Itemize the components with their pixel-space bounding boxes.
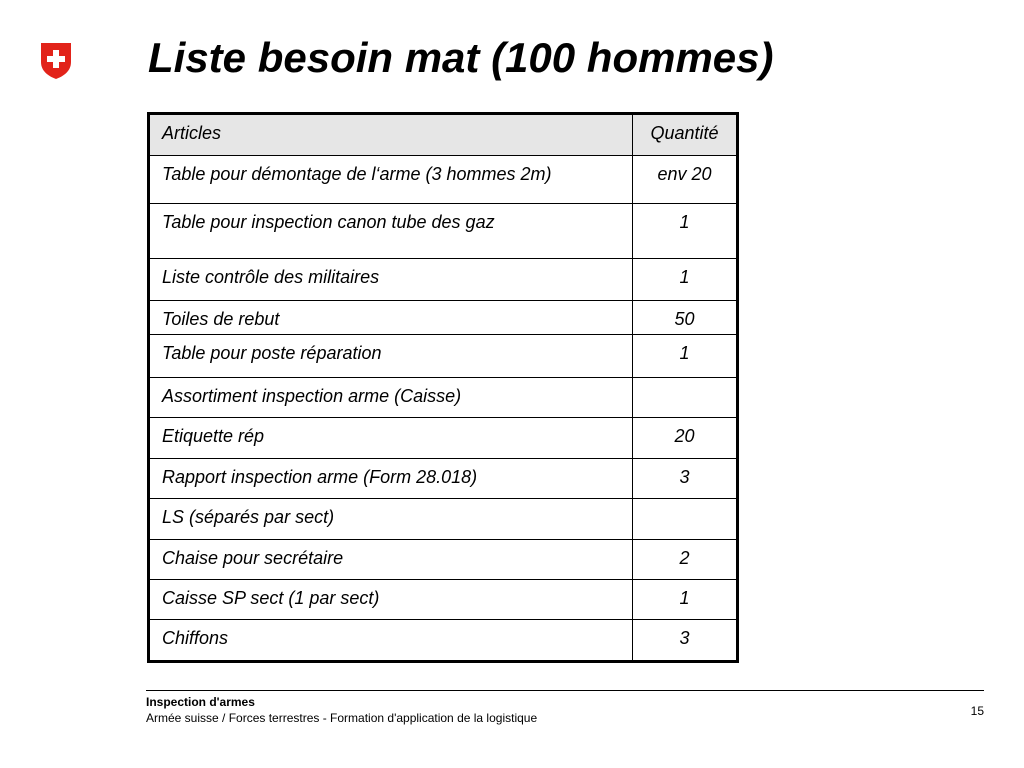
row-qty: 2 [633,540,738,580]
row-article: Toiles de rebut [149,301,633,335]
row-article: Caisse SP sect (1 par sect) [149,580,633,620]
table-row [149,459,738,499]
row-qty [633,499,738,540]
row-article: Liste contrôle des militaires [149,259,633,301]
row-qty: 20 [633,418,738,459]
page-number: 15 [970,704,984,718]
footer-subtitle: Armée suisse / Forces terrestres - Formation d'application de la logistique [146,711,538,725]
header-quantite: Quantité [633,114,738,156]
table-row [149,620,738,662]
header-articles: Articles [149,114,633,156]
row-article: Chaise pour secrétaire [149,540,633,580]
row-article: Table pour inspection canon tube des gaz [149,204,633,259]
row-qty: 1 [633,204,738,259]
table-row [149,301,738,335]
swiss-shield-icon [40,42,72,80]
row-qty [633,378,738,418]
table-row [149,335,738,378]
table-row [149,204,738,259]
table-row [149,156,738,204]
row-qty: 1 [633,580,738,620]
row-article: LS (séparés par sect) [149,499,633,540]
row-qty: env 20 [633,156,738,204]
table-row [149,418,738,459]
row-article: Chiffons [149,620,633,662]
row-article: Etiquette rép [149,418,633,459]
row-article: Assortiment inspection arme (Caisse) [149,378,633,418]
table-row [149,540,738,580]
row-qty: 50 [633,301,738,335]
footer-title: Inspection d'armes [146,695,255,709]
row-article: Table pour démontage de l‘arme (3 hommes 2m) [149,156,633,204]
table-row [149,580,738,620]
row-article: Table pour poste réparation [149,335,633,378]
table-header-row [149,114,738,156]
footer-divider [146,690,984,691]
table-row [149,378,738,418]
row-qty: 1 [633,335,738,378]
row-qty: 1 [633,259,738,301]
materials-table [147,112,739,663]
table-row [149,259,738,301]
row-qty: 3 [633,459,738,499]
table-row [149,499,738,540]
row-article: Rapport inspection arme (Form 28.018) [149,459,633,499]
page-title: Liste besoin mat (100 hommes) [148,34,774,81]
row-qty: 3 [633,620,738,662]
